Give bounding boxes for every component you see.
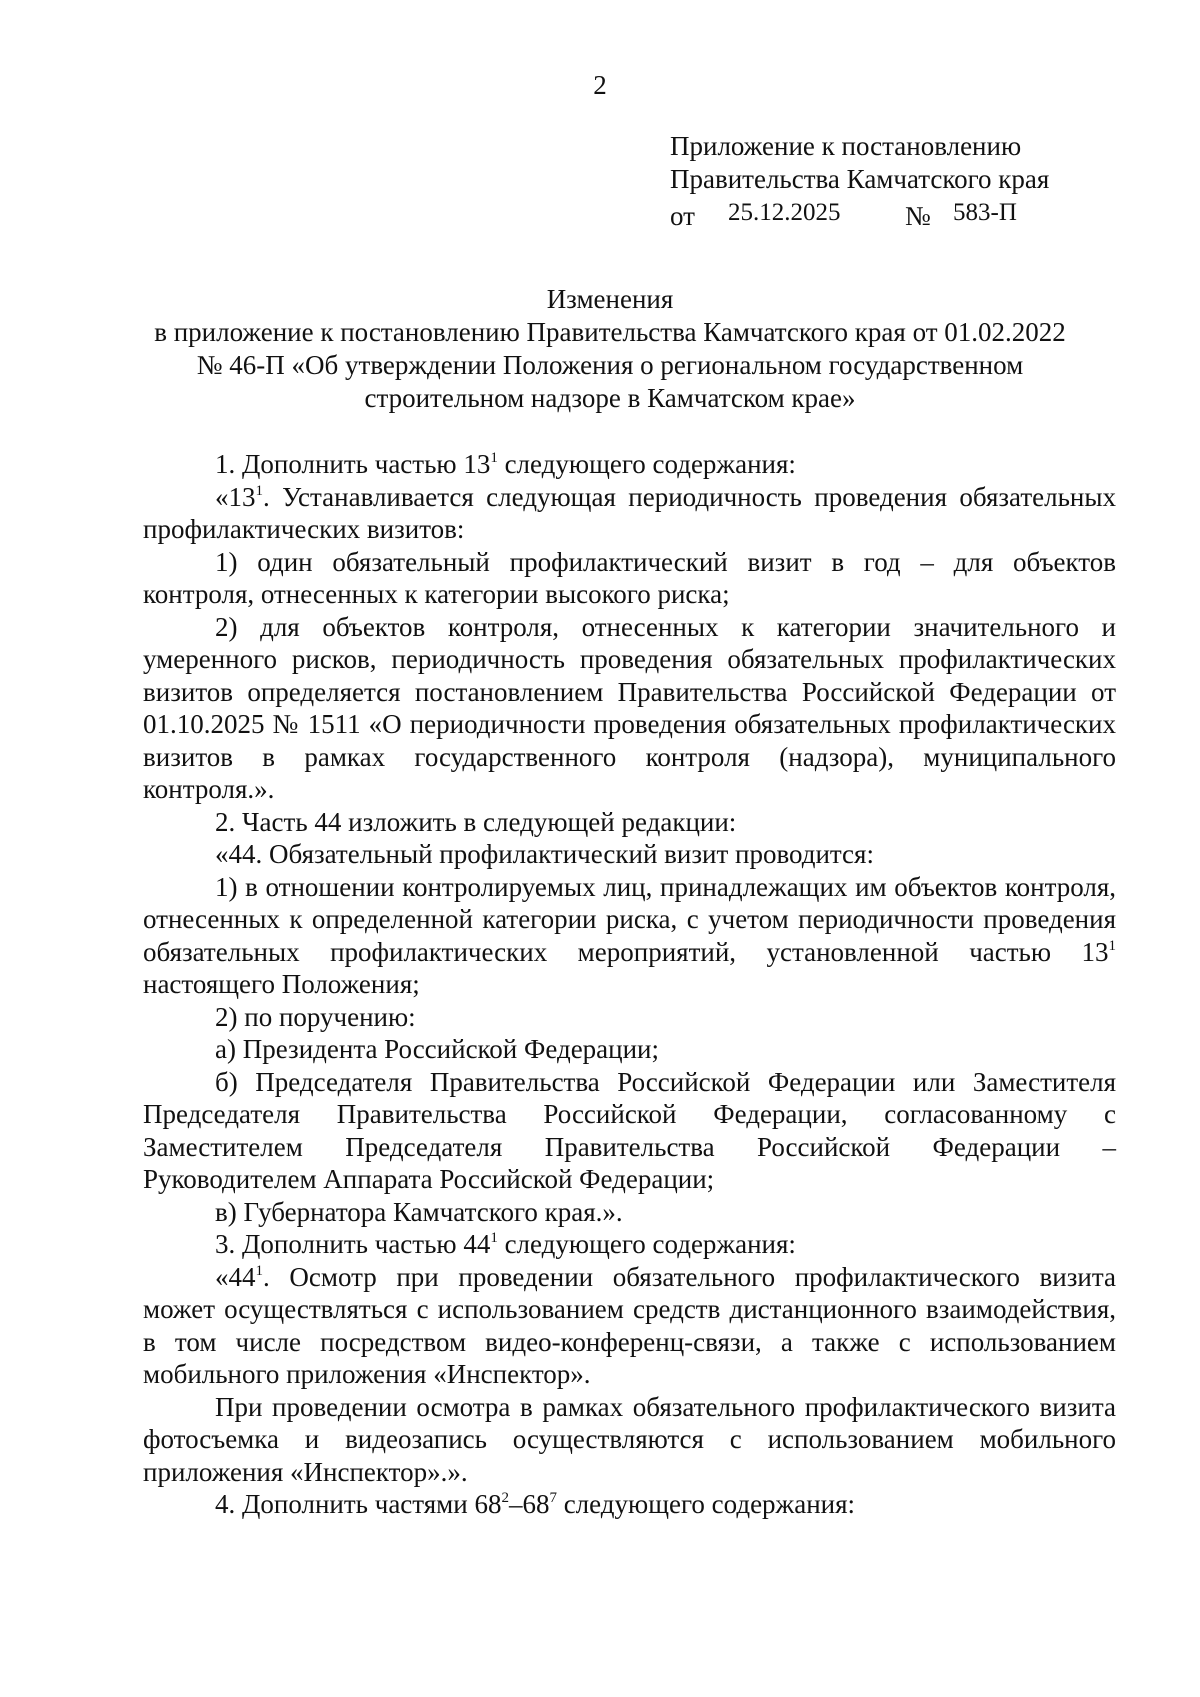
paragraph-7: 1) в отношении контролируемых лиц, принадлежащих им объектов контроля, отнесенных к определенной категории риска, с учетом периодичности проведения обязательных профилактических мероприятий, установленной частью $13^1$ настоящего Положения; [143,871,1116,999]
paragraph-3: 1) один обязательный профилактический визит в год – для объектов контроля, отнесенных к категории высокого риска; [143,546,1116,609]
paragraph-13: «$44^1$. Осмотр при проведении обязательного профилактического визита может осуществляться с использованием средств дистанционного взаимодействия, в том числе посредством видео-конференц-связи, а также с использованием мобильного приложения «Инспектор». [143,1261,1116,1389]
paragraph-9: а) Президента Российской Федерации; [215,1034,660,1064]
from-label: от [670,201,695,231]
page-number: 2 [593,70,607,100]
paragraph-12: 3. Дополнить частью $44^1$ следующего содержания: [215,1229,796,1259]
paragraph-11: в) Губернатора Камчатского края.». [215,1196,623,1227]
approval-stamp [670,130,1049,229]
approval-line-1: Приложение к постановлению [670,131,1022,161]
title-heading: Изменения [546,284,674,314]
title-line-1: в приложение к постановлению Правительства Камчатского края от 01.02.2022 [154,317,1066,347]
paragraph-5: 2. Часть 44 изложить в следующей редакции: [215,806,737,837]
paragraph-14: При проведении осмотра в рамках обязательного профилактического визита фотосъемка и видеозапись осуществляются с использованием мобильного приложения «Инспектор».». [143,1391,1116,1487]
number-sign: № [905,201,931,231]
paragraph-15: 4. Дополнить частями $68^2-68^7$ следующего содержания: [215,1489,856,1519]
approval-line-2: Правительства Камчатского края [670,164,1050,194]
paragraph-6: «44. Обязательный профилактический визит проводится: [215,839,874,869]
document-body [143,448,1116,1521]
paragraph-10: б) Председателя Правительства Российской Федерации или Заместителя Председателя Правительства Российской Федерации, согласованному с Заместителем Председателя Правительства Российской Федерации – Руководителем Аппарата Российской Федерации; [143,1066,1116,1194]
title-line-3: строительном надзоре в Камчатском крае» [364,383,856,413]
title-line-2: № 46-П «Об утверждении Положения о региональном государственном [196,350,1024,380]
document-title [130,283,1090,415]
paragraph-4: 2) для объектов контроля, отнесенных к категории значительного и умеренного рисков, периодичность проведения обязательных профилактических визитов определяется постановлением Правительства Российской Федерации от 01.10.2025 № 1511 «О периодичности проведения обязательных профилактических визитов в рамках государственного контроля (надзора), муниципального контроля.». [143,611,1116,804]
approval-date-row [670,196,1049,229]
approval-number: 583-П [953,199,1017,226]
paragraph-1: 1. Дополнить частью $13^1$ следующего содержания: [215,449,796,479]
paragraph-2: «$13^1$. Устанавливается следующая периодичность проведения обязательных профилактических визитов: [143,481,1116,544]
approval-date: 25.12.2025 [728,199,841,226]
paragraph-8: 2) по поручению: [215,1001,416,1032]
